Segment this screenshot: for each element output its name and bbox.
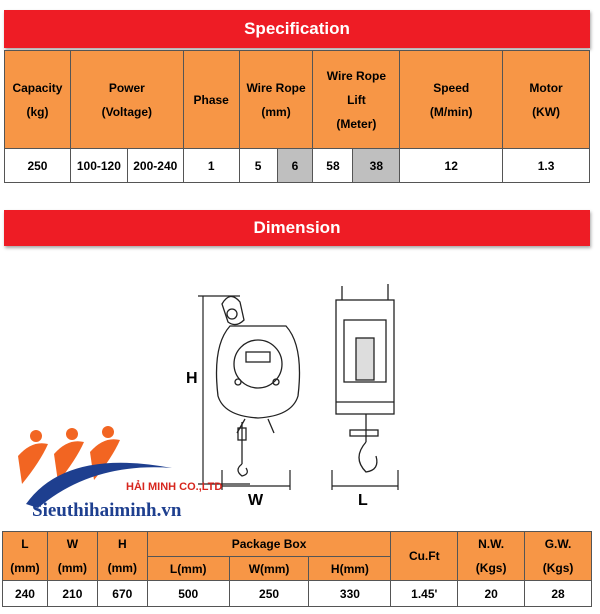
gw-value: 28 — [525, 581, 592, 607]
pkg-h-header: H(mm) — [309, 557, 391, 581]
pkg-w-header: W(mm) — [229, 557, 309, 581]
speed-header: Speed (M/min) — [400, 51, 503, 149]
speed-value: 12 — [400, 149, 503, 183]
h-value: 670 — [97, 581, 147, 607]
w-value: 210 — [47, 581, 97, 607]
l-header: L (mm) — [3, 532, 48, 581]
motor-header: Motor (KW) — [503, 51, 590, 149]
power-value-2: 200-240 — [127, 149, 183, 183]
height-label: H — [186, 370, 198, 387]
company-logo — [10, 420, 250, 520]
power-header: Power (Voltage) — [70, 51, 183, 149]
h-header: H (mm) — [97, 532, 147, 581]
pkg-l-header: L(mm) — [147, 557, 229, 581]
phase-header: Phase — [183, 51, 239, 149]
dim-data-row — [3, 581, 592, 607]
specification-banner — [4, 10, 590, 48]
capacity-value: 250 — [5, 149, 71, 183]
phase-value: 1 — [183, 149, 239, 183]
spec-data-row — [5, 149, 590, 183]
spec-header-row — [5, 51, 590, 149]
wire-rope-header: Wire Rope (mm) — [239, 51, 313, 149]
cuft-header: Cu.Ft — [391, 532, 458, 581]
cuft-value: 1.45' — [391, 581, 458, 607]
lift-value-1: 58 — [313, 149, 353, 183]
power-value-1: 100-120 — [70, 149, 127, 183]
wire-rope-lift-header: Wire Rope Lift (Meter) — [313, 51, 400, 149]
gw-header: G.W. (Kgs) — [525, 532, 592, 581]
package-box-header: Package Box — [147, 532, 391, 557]
pkg-w-value: 250 — [229, 581, 309, 607]
company-name: HẢI MINH CO.,LTD — [126, 481, 223, 493]
rope-value-1: 5 — [239, 149, 277, 183]
l-value: 240 — [3, 581, 48, 607]
specification-table — [4, 50, 590, 183]
length-label: L — [358, 492, 368, 509]
hoist-side-view — [336, 284, 394, 472]
nw-value: 20 — [458, 581, 525, 607]
pkg-l-value: 500 — [147, 581, 229, 607]
dimension-table — [2, 531, 592, 607]
website-text: Sieuthihaiminh.vn — [32, 500, 182, 520]
w-header: W (mm) — [47, 532, 97, 581]
motor-value: 1.3 — [503, 149, 590, 183]
dim-header-row-1 — [3, 532, 592, 557]
dimension-title: Dimension — [253, 218, 341, 237]
nw-header: N.W. (Kgs) — [458, 532, 525, 581]
width-label: W — [248, 492, 264, 509]
capacity-header: Capacity (kg) — [5, 51, 71, 149]
pkg-h-value: 330 — [309, 581, 391, 607]
specification-title: Specification — [244, 19, 350, 38]
lift-value-2: 38 — [353, 149, 400, 183]
rope-value-2: 6 — [277, 149, 313, 183]
dimension-banner — [4, 210, 590, 246]
